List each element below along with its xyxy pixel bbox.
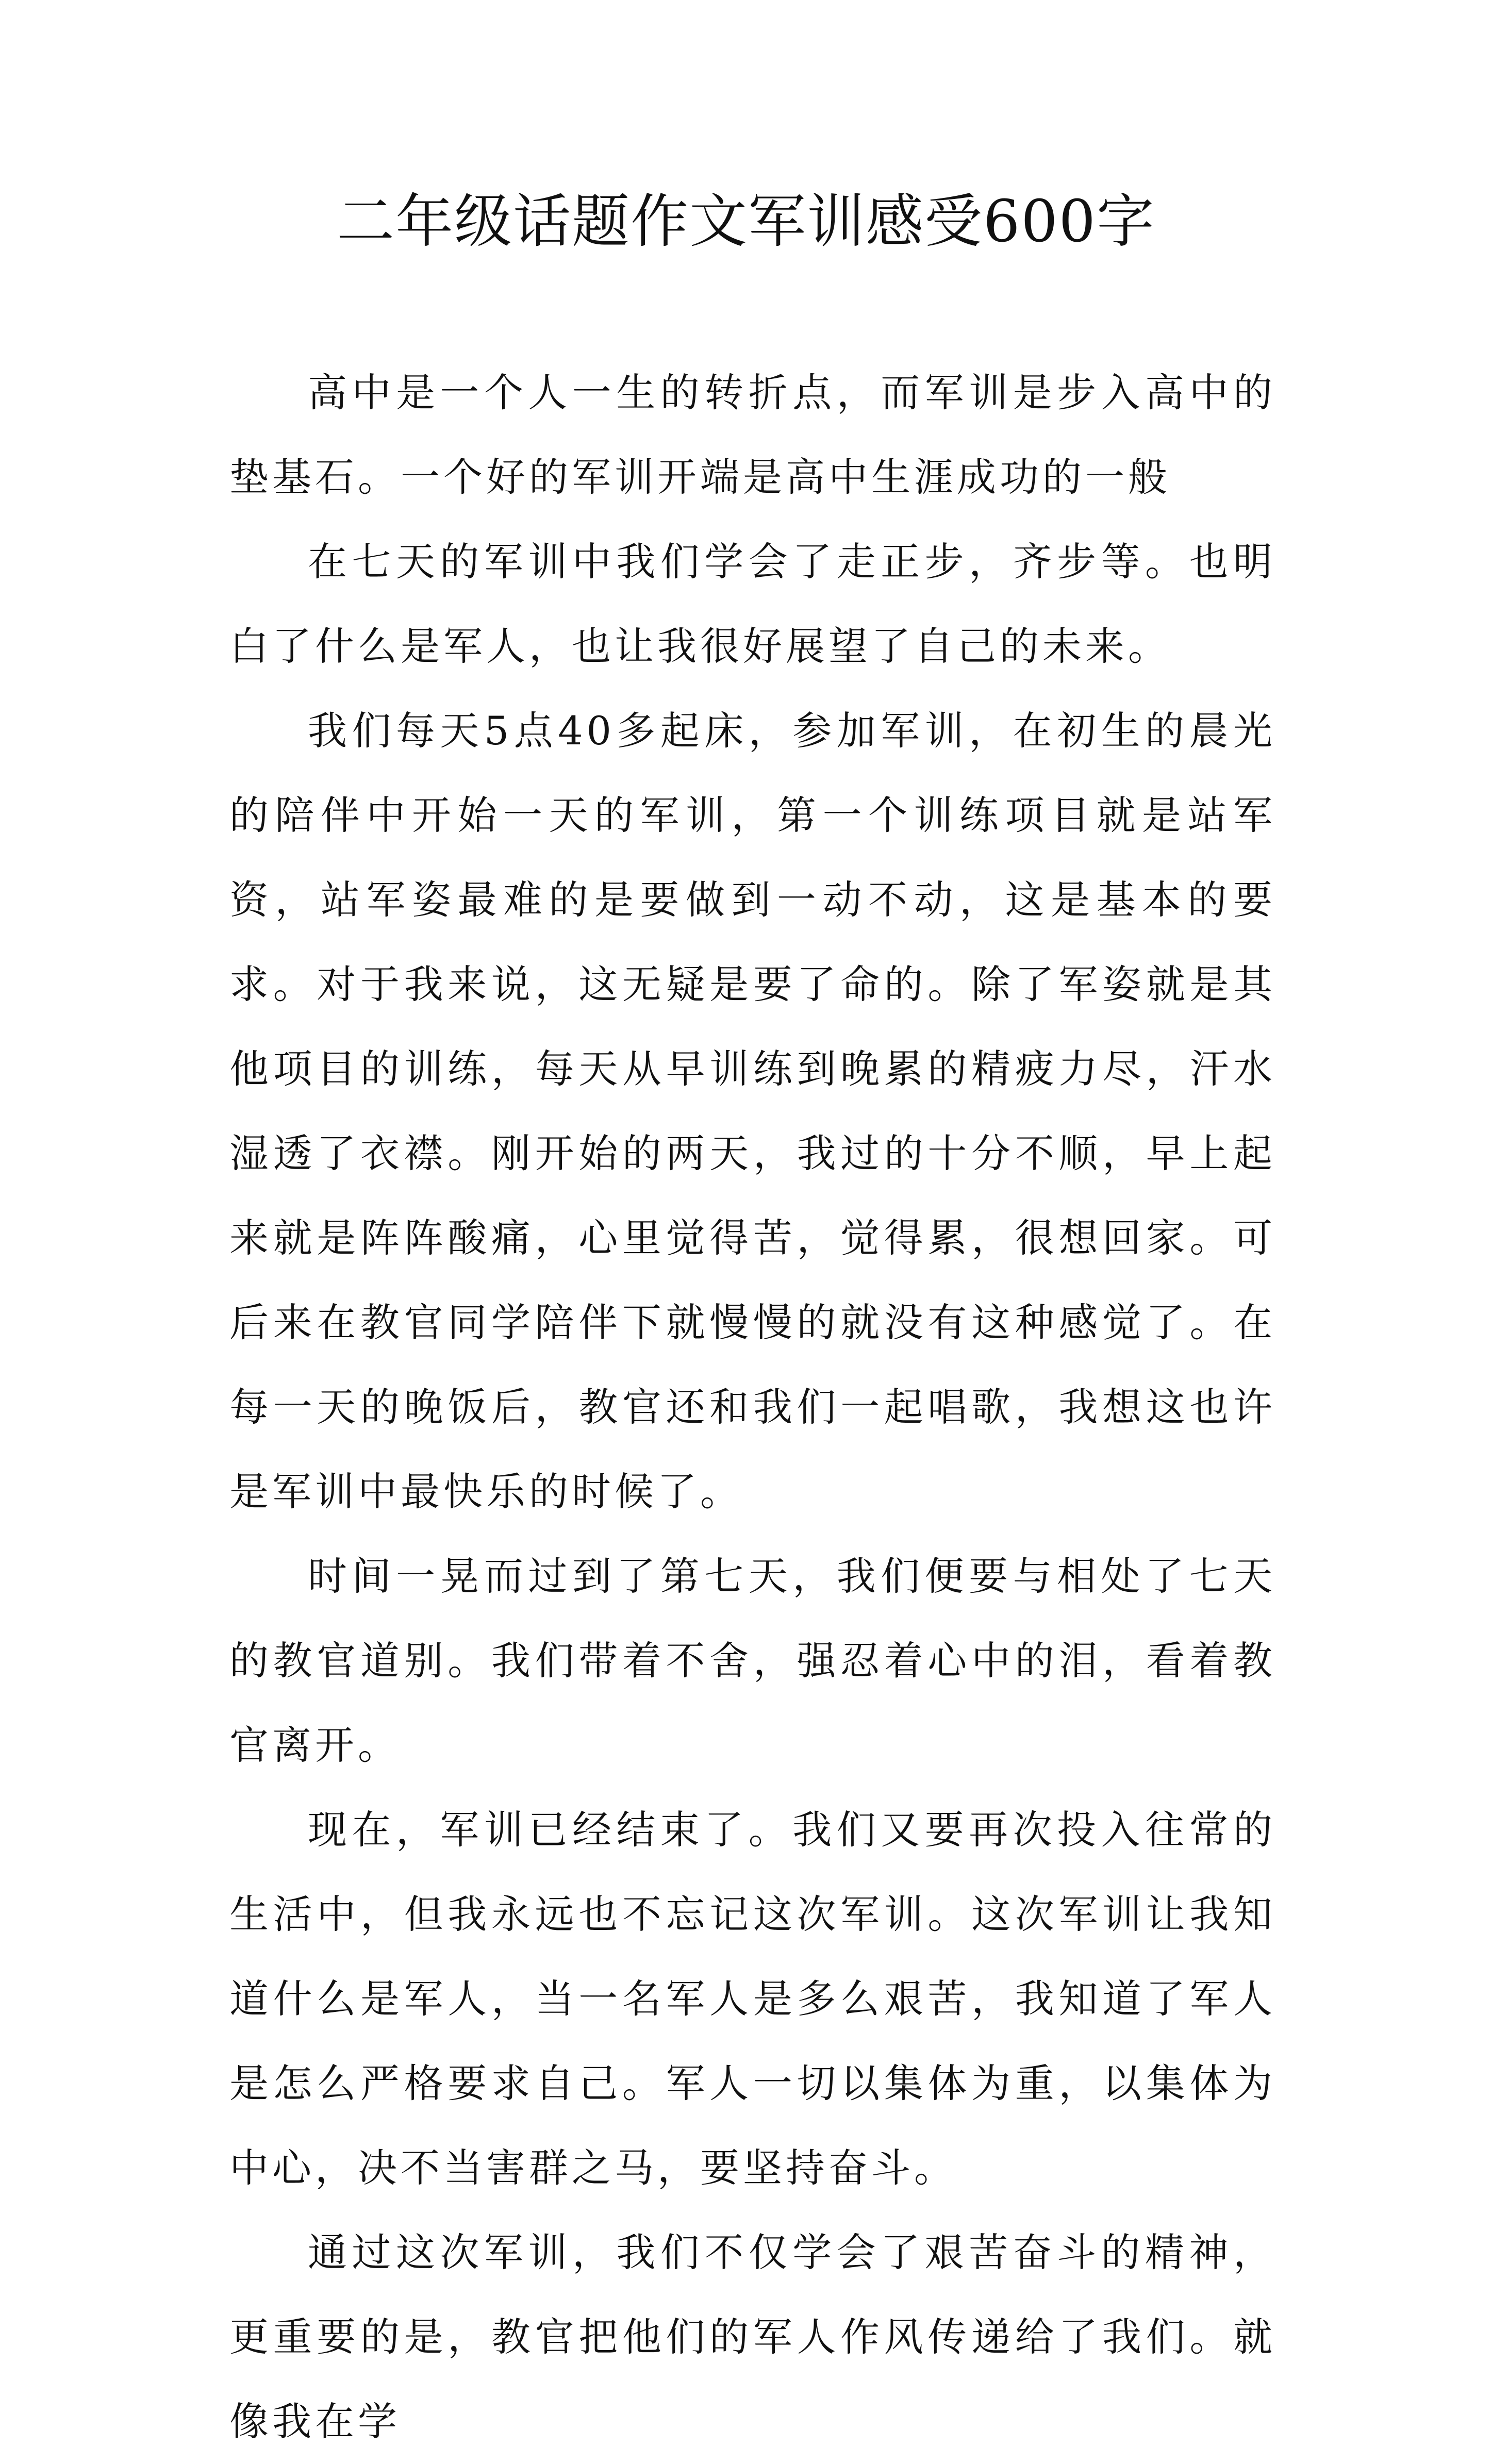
paragraph-3: 我们每天5点40多起床，参加军训，在初生的晨光的陪伴中开始一天的军训，第一个训练项目就是站军资，站军姿最难的是要做到一动不动，这是基本的要求。对于我来说，这无疑是要了命的。除了军姿就是其他项目的训练，每天从早训练到晚累的精疲力尽，汗水湿透了衣襟。刚开始的两天，我过的十分不顺，早上起来就是阵阵酸痛，心里觉得苦，觉得累，很想回家。可后来在教官同学陪伴下就慢慢的就没有这种感觉了。在每一天的晚饭后，教官还和我们一起唱歌，我想这也许是军训中最快乐的时候了。: [229, 708, 1276, 1514]
paragraph-6: 通过这次军训，我们不仅学会了艰苦奋斗的精神，更重要的是，教官把他们的军人作风传递给了我们。就像我在学: [229, 2229, 1276, 2444]
document-body: [229, 351, 1276, 2464]
paragraph-5: 现在，军训已经结束了。我们又要再次投入往常的生活中，但我永远也不忘记这次军训。这次军训让我知道什么是军人，当一名军人是多么艰苦，我知道了军人是怎么严格要求自己。军人一切以集体为重，以集体为中心，决不当害群之马，要坚持奋斗。: [229, 1807, 1276, 2191]
paragraph-1: 高中是一个人一生的转折点，而军训是步入高中的垫基石。一个好的军训开端是高中生涯成功的一般: [229, 370, 1276, 500]
paragraph-4: 时间一晃而过到了第七天，我们便要与相处了七天的教官道别。我们带着不舍，强忍着心中的泪，看着教官离开。: [229, 1553, 1276, 1768]
paragraph-2: 在七天的军训中我们学会了走正步，齐步等。也明白了什么是军人，也让我很好展望了自己的未来。: [229, 539, 1276, 669]
document-title: 二年级话题作文军训感受600字: [337, 188, 1155, 255]
